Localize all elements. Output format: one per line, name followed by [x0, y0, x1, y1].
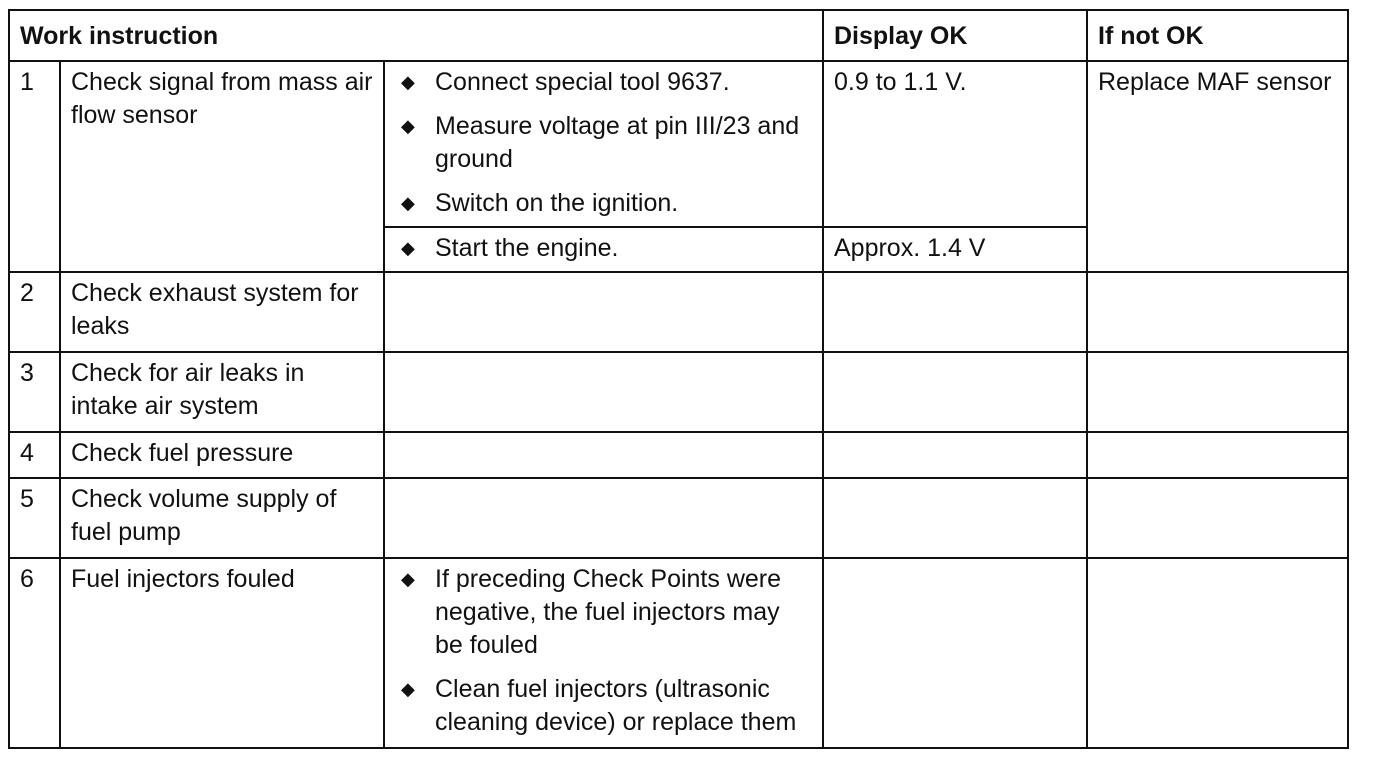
- step-text: Measure voltage at pin III/23 and ground: [435, 112, 800, 173]
- diamond-bullet-icon: ◆: [401, 679, 415, 699]
- instruction-steps: [384, 432, 823, 478]
- check-description: Check volume supply of fuel pump: [60, 478, 384, 558]
- if-not-ok-action: [1087, 478, 1348, 558]
- step-number: 1: [9, 61, 60, 272]
- step-item: [395, 673, 812, 739]
- step-number: 5: [9, 478, 60, 558]
- step-item: [395, 187, 812, 220]
- step-item: [395, 66, 812, 99]
- if-not-ok-action: [1087, 272, 1348, 352]
- if-not-ok-action: Replace MAF sensor: [1087, 61, 1348, 272]
- instruction-steps: [384, 478, 823, 558]
- diamond-bullet-icon: ◆: [401, 569, 415, 589]
- table-row: [9, 352, 1348, 432]
- check-description: Check signal from mass air flow sensor: [60, 61, 384, 272]
- table-row: [9, 61, 1348, 227]
- step-number: 4: [9, 432, 60, 478]
- instruction-steps: [384, 352, 823, 432]
- step-number: 6: [9, 558, 60, 748]
- display-ok-value: [823, 352, 1087, 432]
- table-row: [9, 558, 1348, 748]
- step-text: Switch on the ignition.: [435, 189, 679, 217]
- step-list: [395, 232, 812, 265]
- diamond-bullet-icon: ◆: [401, 193, 415, 213]
- instruction-steps: [384, 61, 823, 227]
- step-list: [395, 66, 812, 220]
- step-item: [395, 563, 812, 662]
- diamond-bullet-icon: ◆: [401, 72, 415, 92]
- if-not-ok-action: [1087, 432, 1348, 478]
- check-description: Check fuel pressure: [60, 432, 384, 478]
- step-text: Connect special tool 9637.: [435, 68, 730, 96]
- header-display-ok: Display OK: [823, 10, 1087, 61]
- check-description: Fuel injectors fouled: [60, 558, 384, 748]
- diamond-bullet-icon: ◆: [401, 238, 415, 258]
- check-description: Check for air leaks in intake air system: [60, 352, 384, 432]
- display-ok-value: Approx. 1.4 V: [823, 227, 1087, 272]
- table-row: [9, 478, 1348, 558]
- step-item: [395, 110, 812, 176]
- header-row: [9, 10, 1348, 61]
- header-work-instruction: Work instruction: [9, 10, 823, 61]
- step-text: Clean fuel injectors (ultrasonic cleaning device) or replace them: [435, 675, 797, 736]
- diamond-bullet-icon: ◆: [401, 116, 415, 136]
- if-not-ok-action: [1087, 558, 1348, 748]
- step-text: Start the engine.: [435, 234, 619, 262]
- step-text: If preceding Check Points were negative, the fuel injectors may be fouled: [435, 565, 782, 659]
- step-list: [395, 563, 812, 739]
- display-ok-value: 0.9 to 1.1 V.: [823, 61, 1087, 227]
- table-row: [9, 432, 1348, 478]
- instruction-steps: [384, 558, 823, 748]
- if-not-ok-action: [1087, 352, 1348, 432]
- display-ok-value: [823, 558, 1087, 748]
- step-number: 3: [9, 352, 60, 432]
- step-item: [395, 232, 812, 265]
- display-ok-value: [823, 478, 1087, 558]
- step-number: 2: [9, 272, 60, 352]
- instruction-steps: [384, 227, 823, 272]
- work-instruction-table: [8, 9, 1349, 749]
- display-ok-value: [823, 272, 1087, 352]
- check-description: Check exhaust system for leaks: [60, 272, 384, 352]
- instruction-steps: [384, 272, 823, 352]
- table-row: [9, 272, 1348, 352]
- header-if-not-ok: If not OK: [1087, 10, 1348, 61]
- display-ok-value: [823, 432, 1087, 478]
